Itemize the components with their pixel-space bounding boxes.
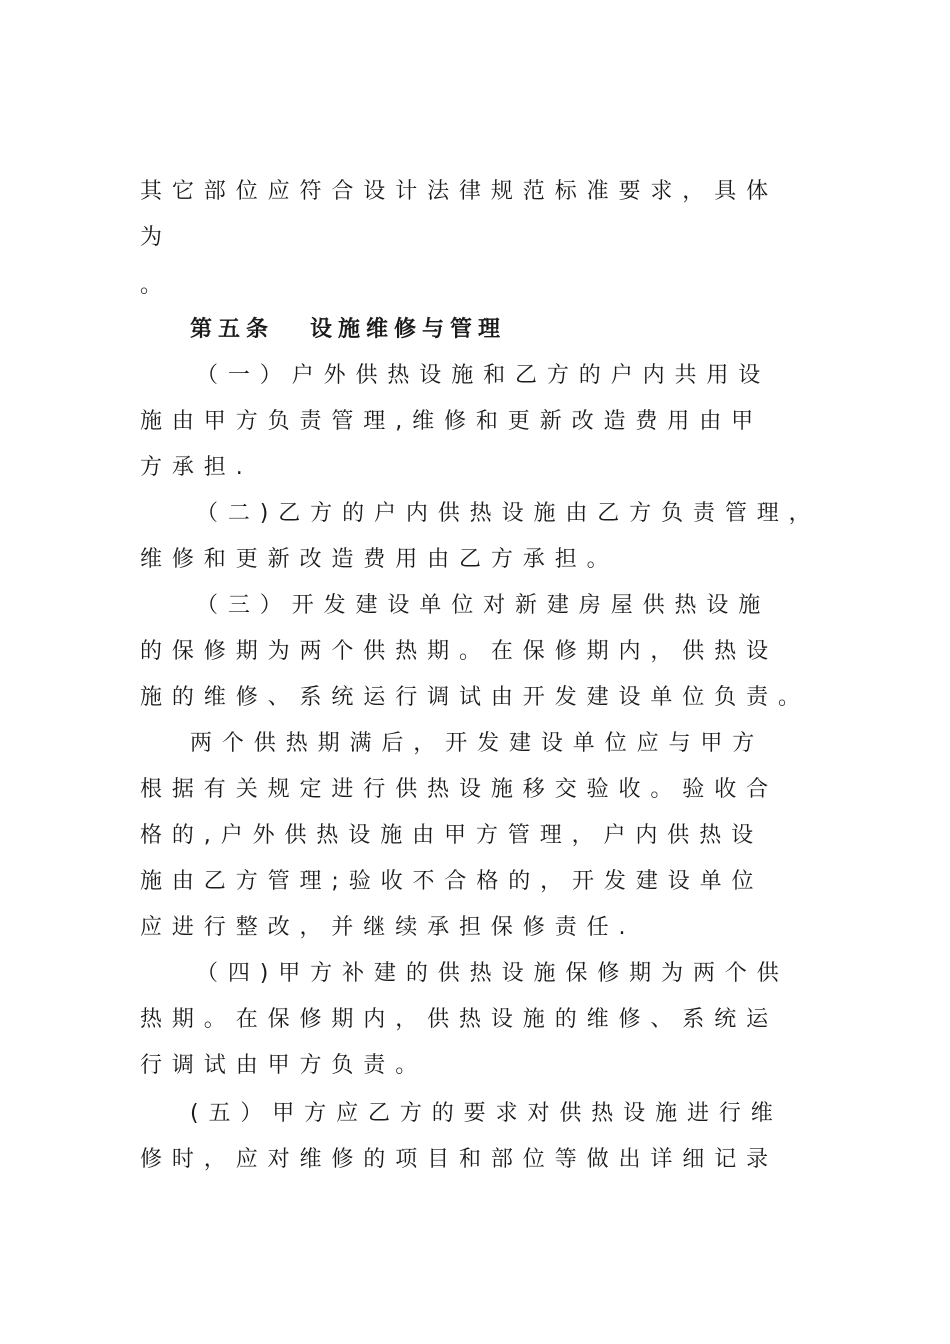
text-line: （三）开发建设单位对新建房屋供热设施 bbox=[196, 593, 771, 618]
article-title: 设施维修与管理 bbox=[310, 317, 507, 342]
section-heading bbox=[190, 316, 506, 344]
text-line: 的保修期为两个供热期。在保修期内，供热设 bbox=[140, 639, 779, 664]
text-line: （一）户外供热设施和乙方的户内共用设 bbox=[196, 363, 771, 388]
text-line: 施由甲方负责管理,维修和更新改造费用由甲 bbox=[140, 409, 763, 434]
text-line: 方承担. bbox=[140, 455, 253, 480]
text-line: (五）甲方应乙方的要求对供热设施进行维 bbox=[190, 1101, 783, 1126]
text-line: 热期。在保修期内，供热设施的维修、系统运 bbox=[140, 1007, 779, 1032]
text-line: 为 bbox=[140, 225, 172, 250]
text-line: 两个供热期满后，开发建设单位应与甲方 bbox=[190, 731, 765, 756]
text-line: 根据有关规定进行供热设施移交验收。验收合 bbox=[140, 777, 779, 802]
text-line: 维修和更新改造费用由乙方承担。 bbox=[140, 547, 619, 572]
text-line: 修时，应对维修的项目和部位等做出详细记录 bbox=[140, 1147, 779, 1172]
text-line: 其它部位应符合设计法律规范标准要求，具体 bbox=[140, 179, 779, 204]
article-number: 第五条 bbox=[190, 317, 275, 342]
text-line: （二)乙方的户内供热设施由乙方负责管理， bbox=[196, 501, 821, 526]
text-line: 行调试由甲方负责。 bbox=[140, 1053, 428, 1078]
text-line: （四)甲方补建的供热设施保修期为两个供 bbox=[196, 961, 789, 986]
text-line: 。 bbox=[140, 273, 172, 298]
text-line: 应进行整改，并继续承担保修责任. bbox=[140, 915, 636, 940]
text-line: 施由乙方管理;验收不合格的，开发建设单位 bbox=[140, 869, 764, 894]
text-line: 格的,户外供热设施由甲方管理，户内供热设 bbox=[140, 823, 763, 848]
text-line: 施的维修、系统运行调试由开发建设单位负责。 bbox=[140, 685, 810, 710]
